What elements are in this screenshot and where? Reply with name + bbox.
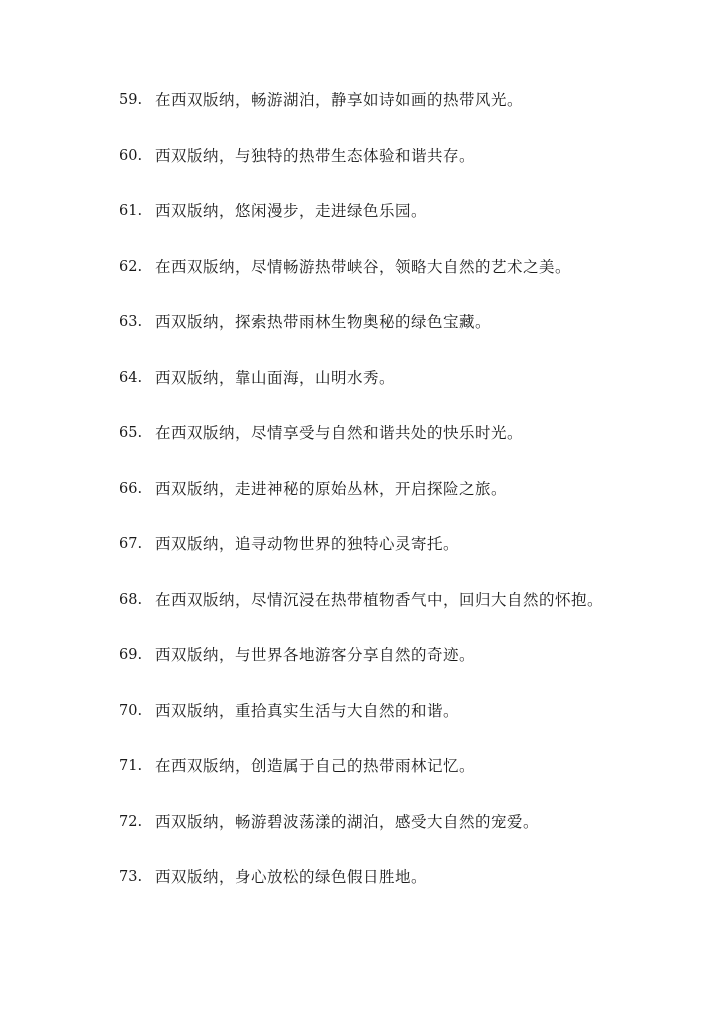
list-item <box>119 863 709 919</box>
item-number: 64. <box>119 369 143 386</box>
item-text: 在西双版纳，创造属于自己的热带雨林记忆。 <box>155 757 476 775</box>
item-text: 西双版纳，身心放松的绿色假日胜地。 <box>155 868 428 886</box>
item-number: 68. <box>119 591 143 608</box>
item-number: 59. <box>119 92 143 108</box>
item-number: 71. <box>119 758 143 774</box>
item-number: 61. <box>119 203 143 219</box>
item-text: 西双版纳，走进神秘的原始丛林，开启探险之旅。 <box>155 479 508 498</box>
item-text: 西双版纳，与独特的热带生态体验和谐共存。 <box>155 146 476 165</box>
list-item <box>119 752 709 808</box>
list-item <box>119 530 709 586</box>
list-item <box>119 142 709 198</box>
list-item <box>119 697 709 753</box>
list-item <box>119 641 709 697</box>
item-number: 70. <box>119 702 143 719</box>
list-item <box>119 253 709 309</box>
list-item <box>119 808 709 864</box>
list-item <box>119 364 709 420</box>
item-text: 在西双版纳，尽情享受与自然和谐共处的快乐时光。 <box>155 424 524 442</box>
list-item <box>119 308 709 364</box>
list-item <box>119 197 709 253</box>
item-text: 西双版纳，畅游碧波荡漾的湖泊，感受大自然的宠爱。 <box>155 812 540 831</box>
item-text: 在西双版纳，尽情沉浸在热带植物香气中，回归大自然的怀抱。 <box>155 590 604 609</box>
list-item <box>119 86 709 142</box>
item-number: 63. <box>119 314 143 330</box>
list-item <box>119 586 709 642</box>
item-number: 65. <box>119 425 143 441</box>
item-number: 60. <box>119 147 143 164</box>
item-number: 69. <box>119 647 143 663</box>
item-text: 西双版纳，悠闲漫步，走进绿色乐园。 <box>155 202 428 220</box>
item-text: 在西双版纳，尽情畅游热带峡谷，领略大自然的艺术之美。 <box>155 257 572 276</box>
item-text: 西双版纳，与世界各地游客分享自然的奇迹。 <box>155 646 476 664</box>
item-number: 73. <box>119 869 143 885</box>
item-text: 西双版纳，靠山面海，山明水秀。 <box>155 368 396 387</box>
item-text: 西双版纳，探索热带雨林生物奥秘的绿色宝藏。 <box>155 313 492 331</box>
list-item <box>119 419 709 475</box>
item-text: 西双版纳，重拾真实生活与大自然的和谐。 <box>155 701 460 720</box>
item-number: 72. <box>119 813 143 830</box>
numbered-list <box>119 86 709 919</box>
item-number: 67. <box>119 536 143 552</box>
list-item <box>119 475 709 531</box>
item-text: 西双版纳，追寻动物世界的独特心灵寄托。 <box>155 535 460 553</box>
item-number: 62. <box>119 258 143 275</box>
item-text: 在西双版纳，畅游湖泊，静享如诗如画的热带风光。 <box>155 91 524 109</box>
item-number: 66. <box>119 480 143 497</box>
